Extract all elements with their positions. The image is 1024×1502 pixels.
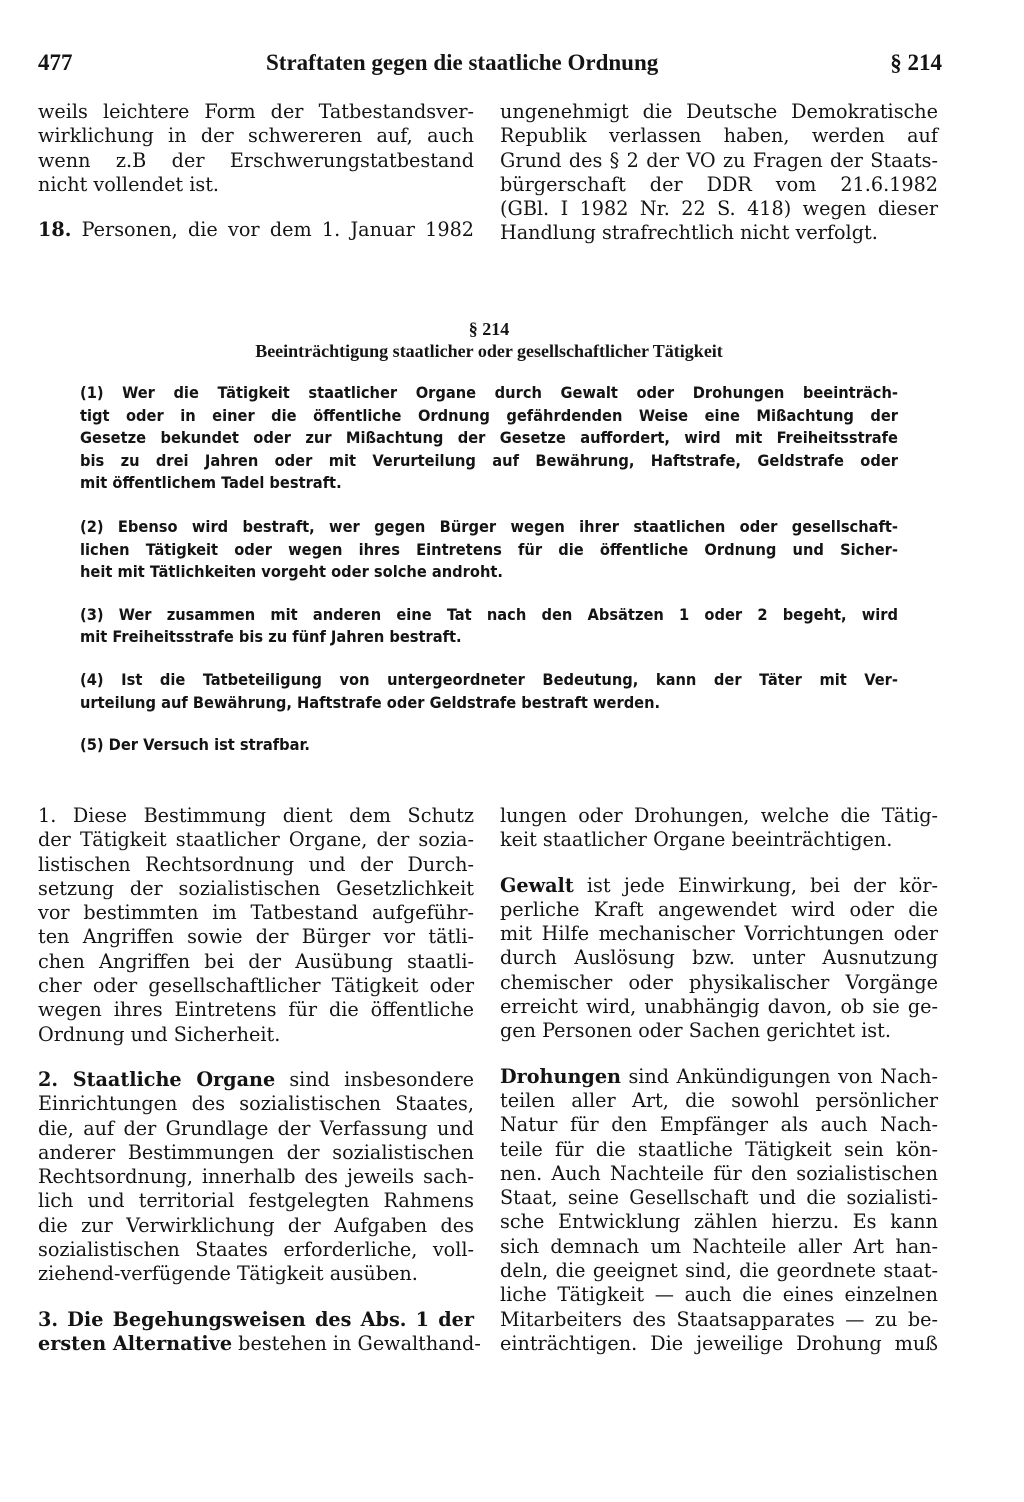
text-line: durch Auslösung bzw. unter Ausnutzung xyxy=(500,946,938,970)
running-title: Straftaten gegen die staatliche Ordnung xyxy=(266,50,659,75)
text-line: Mitarbeiters des Staatsapparates — zu be- xyxy=(500,1307,938,1331)
commentary-note-1 xyxy=(38,804,474,1047)
text-line: der Tätigkeit staatlicher Organe, der sozia- xyxy=(38,828,474,852)
text-line: anderer Bestimmungen der sozialistischen xyxy=(38,1140,474,1164)
text-line: heit mit Tätlichkeiten vorgeht oder solche androht. xyxy=(80,562,503,582)
text-line: 18. Personen, die vor dem 1. Januar 1982 xyxy=(38,218,474,242)
text-line: (4) Ist die Tatbeteiligung von untergeordneter Bedeutung, kann der Täter mit Ver- xyxy=(80,669,898,689)
text-line: deln, die geeignet sind, die geordnete staat- xyxy=(500,1259,938,1283)
text-line: Natur für den Empfänger als auch Nach- xyxy=(500,1113,938,1137)
text-line: Handlung strafrechtlich nicht verfolgt. xyxy=(500,221,878,245)
text-line xyxy=(500,874,938,898)
text-line: sich demnach um Nachteile aller Art han- xyxy=(500,1234,938,1258)
text-run: sind insbesondere xyxy=(275,1067,474,1091)
text-line: erreicht wird, unabhängig davon, ob sie ge- xyxy=(500,995,938,1019)
text-run: bestehen in Gewalthand- xyxy=(232,1331,481,1355)
bold-term: 2. Staatliche Organe xyxy=(38,1067,276,1091)
text-line: listischen Rechtsordnung und der Durch- xyxy=(38,852,474,876)
text-line: (GBl. I 1982 Nr. 22 S. 418) wegen dieser xyxy=(500,197,938,221)
statute-paragraph-5 xyxy=(80,734,898,757)
text-line: weils leichtere Form der Tatbestandsver- xyxy=(38,100,474,123)
text-line xyxy=(500,1065,938,1089)
commentary-note-3 xyxy=(38,1307,481,1357)
text-line: die, auf der Grundlage der Verfassung und xyxy=(38,1116,474,1140)
text-line: Ordnung und Sicherheit. xyxy=(38,1022,281,1046)
commentary-right-column xyxy=(500,804,938,1356)
section-marker: § 214 xyxy=(890,50,942,75)
text-line: teile für die staatliche Tätigkeit sein kön- xyxy=(500,1137,938,1161)
bold-term: Gewalt xyxy=(500,873,574,897)
text-line: vor bestimmten im Tatbestand aufgeführ- xyxy=(38,901,474,925)
bold-line: 3. Die Begehungsweisen des Abs. 1 der xyxy=(38,1307,474,1331)
text-line: cher oder gesellschaftlicher Tätigkeit oder xyxy=(38,974,474,998)
text-line: bis zu drei Jahren oder mit Verurteilung auf Bewährung, Haftstrafe, Geldstrafe oder xyxy=(80,450,898,470)
page-number: 477 xyxy=(38,50,73,75)
note-number: 18. xyxy=(38,218,72,242)
text-line xyxy=(38,1068,474,1092)
text-line: wenn z.B der Erschwerungstatbestand xyxy=(38,148,474,172)
note-18 xyxy=(38,218,474,242)
statute-paragraph-3 xyxy=(80,604,898,649)
text-line: chen Angriffen bei der Ausübung staatli- xyxy=(38,949,474,973)
text-line: mit öffentlichem Tadel bestraft. xyxy=(80,473,342,493)
text-line: Rechtsordnung, innerhalb des jeweils sach- xyxy=(38,1165,474,1189)
text-line: Republik verlassen haben, werden auf xyxy=(500,124,938,148)
text-line: chemischer oder physikalischer Vorgänge xyxy=(500,970,938,994)
text-line: ungenehmigt die Deutsche Demokratische xyxy=(500,100,938,123)
top-right-column xyxy=(500,100,938,246)
text-line: (2) Ebenso wird bestraft, wer gegen Bürger wegen ihrer staatlichen oder gesellschaft- xyxy=(80,516,898,536)
text-line: sozialistischen Staates erforderliche, voll- xyxy=(38,1238,474,1262)
definition-gewalt xyxy=(500,874,938,1044)
bold-term: ersten Alternative xyxy=(38,1331,233,1355)
text-line xyxy=(38,1331,481,1356)
statute-section xyxy=(80,318,898,757)
text-line: (1) Wer die Tätigkeit staatlicher Organe durch Gewalt oder Drohungen beeinträch- xyxy=(80,383,898,402)
text-line: wegen ihres Eintretens für die öffentliche xyxy=(38,998,474,1022)
section-title: Beeinträchtigung staatlicher oder gesellschaftlicher Tätigkeit xyxy=(255,341,723,361)
statute-paragraph-4 xyxy=(80,669,898,714)
text-line: urteilung auf Bewährung, Haftstrafe oder Geldstrafe bestraft werden. xyxy=(80,692,661,712)
text-line: sche Entwicklung zählen hierzu. Es kann xyxy=(500,1210,938,1234)
text-line: ziehend-verfügende Tätigkeit ausüben. xyxy=(38,1262,418,1286)
text-line: lungen oder Drohungen, welche die Tätig- xyxy=(500,804,938,827)
text-line: perliche Kraft angewendet wird oder die xyxy=(500,897,938,921)
text-line: lichen Tätigkeit oder wegen ihres Eintretens für die öffentliche Ordnung und Sicher- xyxy=(80,539,898,559)
text-line: mit Hilfe mechanischer Vorrichtungen oder xyxy=(500,922,938,946)
text-line: nen. Auch Nachteile für den sozialistischen xyxy=(500,1161,938,1185)
text-line: die zur Verwirklichung der Aufgaben des xyxy=(38,1213,474,1237)
page-header xyxy=(38,50,942,82)
text-line: liche Tätigkeit — auch die eines einzelnen xyxy=(500,1283,938,1307)
text-line: nicht vollendet ist. xyxy=(38,172,220,196)
definition-drohungen xyxy=(500,1065,938,1357)
text-line: Einrichtungen des sozialistischen Staates, xyxy=(38,1092,474,1116)
text-line: lich und territorial festgelegten Rahmens xyxy=(38,1189,474,1213)
text-line: (5) Der Versuch ist strafbar. xyxy=(80,735,310,755)
text-line: tigt oder in einer die öffentliche Ordnung gefährdenden Weise eine Mißachtung der xyxy=(80,405,898,425)
bold-term: Drohungen xyxy=(500,1064,621,1088)
text-run: ist jede Einwirkung, bei der kör- xyxy=(573,873,938,897)
text-line: Gesetze bekundet oder zur Mißachtung der Gesetze auffordert, wird mit Freiheitsstrafe xyxy=(80,428,898,448)
text-line: bürgerschaft der DDR vom 21.6.1982 xyxy=(500,172,938,196)
text-line: gen Personen oder Sachen gerichtet ist. xyxy=(500,1019,891,1043)
text-line: 1. Diese Bestimmung dient dem Schutz xyxy=(38,804,474,827)
text-line: keit staatlicher Organe beeinträchtigen. xyxy=(500,828,893,852)
text-line: Staat, seine Gesellschaft und die sozialisti- xyxy=(500,1186,938,1210)
text-line: wirklichung in der schwereren auf, auch xyxy=(38,124,474,148)
top-left-column xyxy=(38,100,474,242)
text-line: setzung der sozialistischen Gesetzlichkeit xyxy=(38,876,474,900)
statute-paragraph-2 xyxy=(80,516,898,584)
text-line: ten Angriffen sowie der Bürger vor tätli- xyxy=(38,925,474,949)
continuation-paragraph xyxy=(500,100,938,246)
text-line: Grund des § 2 der VO zu Fragen der Staats- xyxy=(500,148,938,172)
text-run: sind Ankündigungen von Nach- xyxy=(620,1064,938,1088)
commentary-continuation xyxy=(500,804,938,853)
commentary-note-2 xyxy=(38,1068,474,1287)
section-number: § 214 xyxy=(468,319,510,339)
commentary-left-column xyxy=(38,804,481,1356)
text-line: einträchtigen. Die jeweilige Drohung muß xyxy=(500,1331,938,1355)
text-line: (3) Wer zusammen mit anderen eine Tat nach den Absätzen 1 oder 2 begeht, wird xyxy=(80,604,898,624)
text-line: teilen aller Art, die sowohl persönlicher xyxy=(500,1088,938,1112)
statute-paragraph-1 xyxy=(80,382,898,495)
continuation-paragraph xyxy=(38,100,474,197)
text-line: mit Freiheitsstrafe bis zu fünf Jahren bestraft. xyxy=(80,627,462,647)
